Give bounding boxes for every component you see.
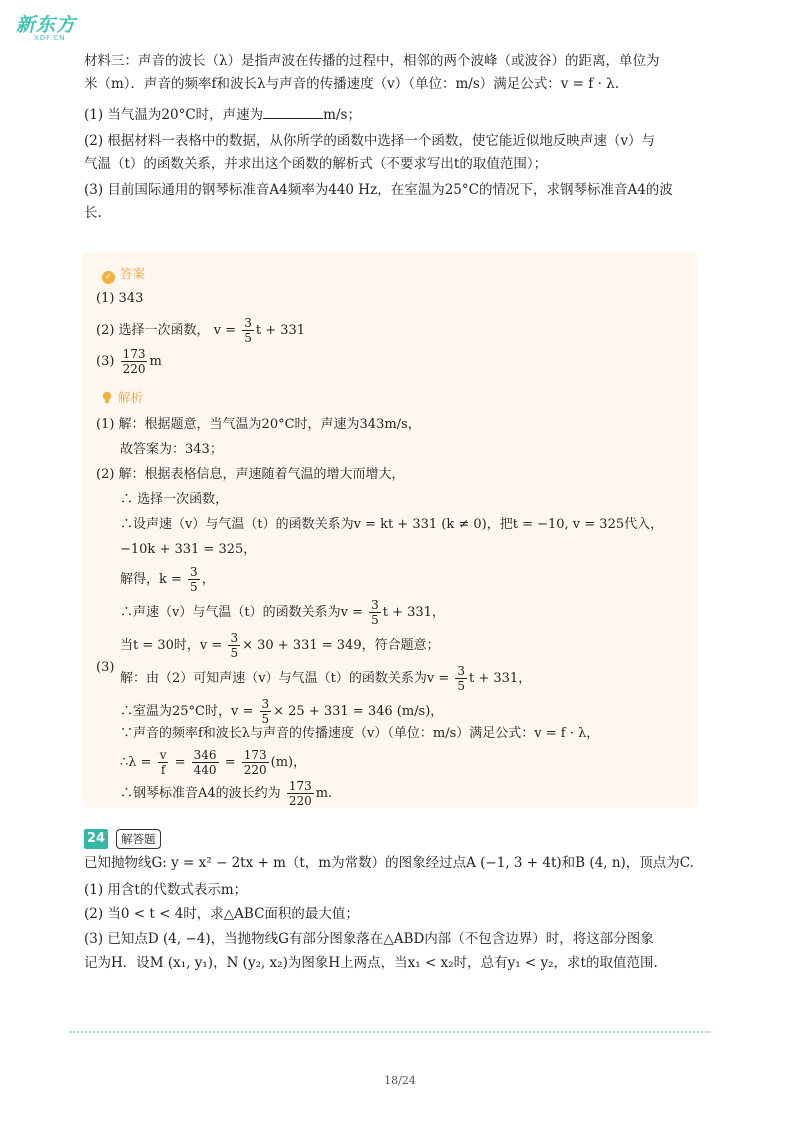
fraction bbox=[192, 748, 219, 777]
text: (m)， bbox=[270, 755, 307, 770]
question-3-line-1: (3) 目前国际通用的钢琴标准音A4频率为440 Hz，在室温为25°C的情况下，求钢琴标准音A4的波 bbox=[84, 182, 673, 198]
fraction bbox=[455, 664, 467, 693]
text: ∴室温为25°C时，v = bbox=[120, 704, 254, 719]
numerator: 3 bbox=[244, 316, 252, 330]
text: t + 331， bbox=[469, 671, 532, 686]
q24-part-2: (2) 当0 < t < 4时，求△ABC面积的最大值； bbox=[84, 906, 359, 922]
denominator: 440 bbox=[193, 763, 217, 777]
denominator: f bbox=[158, 762, 169, 777]
analysis-line bbox=[96, 658, 114, 678]
analysis-line bbox=[120, 664, 531, 693]
analysis-label: 解析 bbox=[118, 390, 144, 405]
fraction bbox=[121, 347, 148, 376]
logo-domain: XDF.CN bbox=[34, 34, 66, 42]
analysis-line: ∴设声速（v）与气温（t）的函数关系为v = kt + 331 (k ≠ 0)，把t = −10, v = 325代入， bbox=[120, 517, 664, 532]
analysis-line: (2) 解：根据表格信息，声速随着气温的增大而增大， bbox=[96, 467, 405, 482]
analysis-line: 故答案为：343； bbox=[120, 442, 223, 457]
fraction bbox=[228, 631, 240, 660]
denominator: 5 bbox=[371, 613, 379, 627]
numerator: 3 bbox=[261, 697, 270, 711]
xdf-logo bbox=[16, 10, 88, 42]
text: = bbox=[174, 755, 186, 770]
fraction bbox=[188, 565, 200, 594]
answer-3 bbox=[96, 347, 162, 376]
text: ， bbox=[201, 572, 215, 587]
answer-tag bbox=[102, 264, 145, 284]
analysis-line: ∵声音的频率f和波长λ与声音的传播速度（v）（单位：m/s）满足公式：v = f · λ， bbox=[120, 726, 600, 741]
analysis-line bbox=[120, 779, 332, 808]
text: × 30 + 331 = 349，符合题意； bbox=[242, 638, 440, 653]
denominator: 5 bbox=[190, 580, 198, 594]
denominator: 220 bbox=[122, 362, 146, 376]
text: t + 331， bbox=[382, 605, 445, 620]
numerator: 3 bbox=[190, 565, 198, 579]
q24-part-3-line-1: (3) 已知点D (4, −4)，当抛物线G有部分图象落在△ABD内部（不包含边界）时，将这部分图象 bbox=[84, 931, 654, 947]
answer-panel bbox=[82, 252, 698, 808]
fraction bbox=[242, 748, 269, 777]
text: ∴钢琴标准音A4的波长约为 bbox=[120, 786, 281, 801]
numerator: v bbox=[159, 748, 167, 762]
answer-2 bbox=[96, 316, 305, 345]
q24-stem: 已知抛物线G: y = x² − 2tx + m（t，m为常数）的图象经过点A (−1, 3 + 4t)和B (4, n)，顶点为C. bbox=[84, 855, 694, 871]
check-icon: ✓ bbox=[102, 271, 115, 284]
page-number: 18/24 bbox=[384, 1074, 416, 1087]
answer-2-tail: t + 331 bbox=[255, 323, 306, 338]
analysis-line bbox=[120, 748, 306, 777]
question-1 bbox=[84, 105, 361, 125]
step-number: (3) bbox=[96, 660, 115, 675]
fraction bbox=[242, 316, 254, 345]
fraction bbox=[260, 697, 272, 726]
fraction bbox=[287, 779, 314, 808]
analysis-line bbox=[120, 598, 445, 627]
material-line-1: 材料三：声音的波长（λ）是指声波在传播的过程中，相邻的两个波峰（或波谷）的距离，单位为 bbox=[84, 53, 660, 69]
answer-2-text: (2) 选择一次函数， v = bbox=[96, 323, 237, 338]
analysis-tag bbox=[102, 388, 143, 406]
analysis-line bbox=[120, 631, 440, 660]
numerator: 3 bbox=[371, 598, 379, 612]
logo-text: 新东方 bbox=[16, 14, 77, 36]
analysis-line: ∴ 选择一次函数， bbox=[120, 492, 229, 507]
analysis-line: −10k + 331 = 325， bbox=[120, 542, 257, 557]
analysis-line bbox=[120, 697, 443, 726]
answer-blank bbox=[263, 106, 323, 119]
text: 解：由（2）可知声速（v）与气温（t）的函数关系为v = bbox=[120, 671, 450, 686]
question-2-line-2: 气温（t）的函数关系，并求出这个函数的解析式（不要求写出t的取值范围）； bbox=[84, 156, 548, 172]
denominator: 5 bbox=[230, 646, 239, 660]
numerator: 173 bbox=[243, 748, 267, 762]
numerator: 3 bbox=[457, 664, 465, 678]
denominator: 5 bbox=[244, 331, 252, 345]
question-type-tag: 解答题 bbox=[116, 829, 161, 849]
text: = bbox=[224, 755, 236, 770]
text: × 25 + 331 = 346 (m/s)， bbox=[273, 704, 444, 719]
fraction bbox=[369, 598, 381, 627]
question-3-line-2: 长. bbox=[84, 205, 102, 221]
numerator: 3 bbox=[230, 631, 239, 645]
answer-1: (1) 343 bbox=[96, 291, 144, 306]
lightbulb-icon bbox=[102, 391, 112, 404]
q24-part-3-line-2: 记为H．设M (x₁, y₁)，N (y₂, x₂)为图象H上两点，当x₁ < x₂时，总有y₁ < y₂，求t的取值范围. bbox=[84, 955, 658, 971]
denominator: 5 bbox=[261, 712, 270, 726]
analysis-line: (1) 解：根据题意，当气温为20°C时，声速为343m/s， bbox=[96, 417, 421, 432]
question-2-line-1: (2) 根据材料一表格中的数据，从你所学的函数中选择一个函数，使它能近似地反映声速（v）与 bbox=[84, 133, 656, 149]
text: 当t = 30时，v = bbox=[120, 638, 223, 653]
question-number-badge: 24 bbox=[84, 829, 108, 849]
q24-part-1: (1) 用含t的代数式表示m； bbox=[84, 882, 248, 898]
fraction bbox=[158, 748, 169, 777]
question-1-text: (1) 当气温为20°C时，声速为 bbox=[84, 107, 264, 123]
answer-label: 答案 bbox=[120, 266, 146, 281]
numerator: 173 bbox=[288, 779, 312, 793]
numerator: 173 bbox=[122, 347, 146, 361]
analysis-line bbox=[120, 565, 215, 594]
answer-3-no: (3) bbox=[96, 354, 115, 369]
text: ∴λ = bbox=[120, 755, 152, 770]
footer-divider bbox=[70, 1031, 710, 1033]
denominator: 5 bbox=[457, 679, 465, 693]
text: ∴声速（v）与气温（t）的函数关系为v = bbox=[120, 605, 363, 620]
answer-3-unit: m bbox=[149, 354, 162, 369]
material-line-2: 米（m）．声音的频率f和波长λ与声音的传播速度（v）（单位：m/s）满足公式：v = f · λ. bbox=[84, 76, 619, 92]
question-1-unit: m/s； bbox=[323, 107, 361, 123]
denominator: 220 bbox=[288, 794, 312, 808]
numerator: 346 bbox=[193, 748, 217, 762]
text: m. bbox=[315, 786, 333, 801]
denominator: 220 bbox=[243, 763, 267, 777]
text: 解得，k = bbox=[120, 572, 182, 587]
